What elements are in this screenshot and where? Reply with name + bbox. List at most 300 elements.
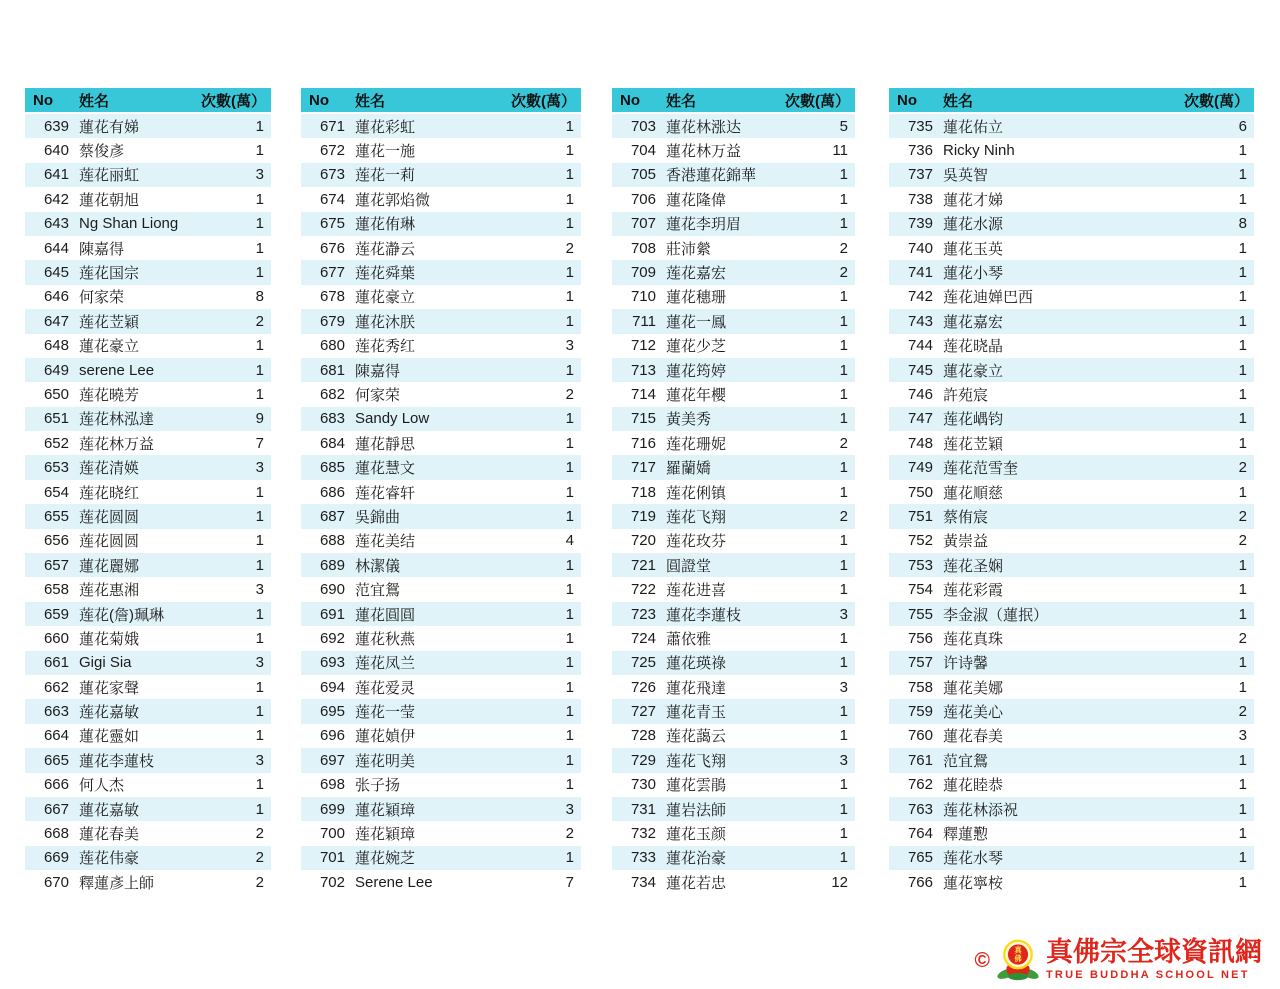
cell-name: 蔡俊彥 [79,143,125,161]
table-row [612,334,855,358]
cell-name: 李金淑（蓮抿） [943,606,1049,624]
cell-name: 羅蘭嬌 [666,460,712,478]
cell-name: 莲花珊妮 [666,435,727,453]
table-row [612,285,855,309]
table-row [889,187,1254,211]
cell-name: 莲花嘉敏 [79,704,140,722]
cell-no: 698 [319,776,345,794]
table-row [301,724,581,748]
table-row [612,260,855,284]
cell-name: 黃美秀 [666,411,712,429]
cell-no: 674 [319,190,345,208]
cell-name: 范宜鴛 [943,752,989,770]
cell-count: 1 [565,166,574,184]
table-row [889,407,1254,431]
table-row [889,821,1254,845]
cell-no: 665 [43,751,69,769]
cell-no: 653 [43,459,69,477]
header-name: 姓名 [355,92,386,110]
cell-no: 642 [43,190,69,208]
table-row [612,724,855,748]
cell-name: 蓮花飛達 [666,679,727,697]
cell-count: 1 [565,483,574,501]
cell-no: 688 [319,532,345,550]
cell-count: 1 [255,800,264,818]
cell-name: 蓮岩法師 [666,801,727,819]
cell-count: 1 [839,654,848,672]
cell-name: 蓮花秋燕 [355,630,416,648]
cell-name: 蓮花嘉敏 [79,801,140,819]
logo-subtitle: TRUE BUDDHA SCHOOL NET [1046,968,1250,981]
cell-count: 1 [1238,337,1247,355]
cell-name: 许诗馨 [943,655,989,673]
cell-no: 644 [43,239,69,257]
cell-no: 727 [630,703,656,721]
cell-no: 729 [630,751,656,769]
table-row [612,407,855,431]
cell-count: 1 [565,751,574,769]
table-row [612,455,855,479]
cell-no: 692 [319,629,345,647]
header-no: No [897,91,917,109]
cell-name: 莲花玫芬 [666,533,727,551]
cell-name: 香港蓮花錦華 [666,167,757,185]
cell-no: 705 [630,166,656,184]
table-row [612,699,855,723]
cell-no: 687 [319,507,345,525]
table-row [301,407,581,431]
header-no: No [620,91,640,109]
table-row [25,480,271,504]
cell-no: 706 [630,190,656,208]
cell-count: 1 [565,629,574,647]
cell-name: 蓮花少芝 [666,338,727,356]
cell-no: 643 [43,215,69,233]
cell-no: 707 [630,215,656,233]
table-row [25,626,271,650]
cell-no: 719 [630,507,656,525]
cell-count: 8 [255,288,264,306]
table-row [889,455,1254,479]
cell-name: 莲花清媖 [79,460,140,478]
cell-no: 655 [43,507,69,525]
header-name: 姓名 [666,92,697,110]
cell-no: 690 [319,581,345,599]
cell-name: 蓮花豪立 [79,338,140,356]
table-row [25,651,271,675]
cell-count: 1 [1238,361,1247,379]
cell-name: 莲花范雪奎 [943,460,1019,478]
cell-count: 9 [255,410,264,428]
cell-no: 704 [630,142,656,160]
cell-no: 764 [907,825,933,843]
cell-count: 1 [565,312,574,330]
cell-count: 1 [839,556,848,574]
table-row [612,358,855,382]
cell-name: 莲花晓晶 [943,338,1004,356]
cell-no: 750 [907,483,933,501]
cell-no: 744 [907,337,933,355]
table-row [889,309,1254,333]
cell-name: 莲花国宗 [79,265,140,283]
cell-name: 蓮花嘉宏 [943,313,1004,331]
cell-name: 蓮花筠婷 [666,362,727,380]
cell-no: 709 [630,264,656,282]
table-row [612,114,855,138]
table-row [889,480,1254,504]
table-row [301,626,581,650]
cell-no: 682 [319,385,345,403]
cell-count: 1 [1238,873,1247,891]
cell-name: 蓮花林万益 [666,143,742,161]
cell-count: 2 [839,264,848,282]
cell-count: 1 [839,825,848,843]
cell-count: 1 [565,581,574,599]
cell-count: 1 [839,190,848,208]
cell-count: 3 [255,459,264,477]
table-rows [612,114,855,895]
cell-no: 666 [43,776,69,794]
cell-name: 莲花圣娴 [943,557,1004,575]
cell-count: 1 [1238,556,1247,574]
cell-name: 莲花惠湘 [79,582,140,600]
cell-no: 746 [907,385,933,403]
names-table-3 [612,88,855,895]
cell-name: 蓮花圓圓 [355,606,416,624]
cell-count: 2 [565,385,574,403]
cell-count: 1 [255,361,264,379]
cell-name: 何家荣 [79,289,125,307]
cell-no: 713 [630,361,656,379]
cell-name: 莲花进喜 [666,582,727,600]
cell-name: 莲花伟豪 [79,850,140,868]
cell-no: 677 [319,264,345,282]
cell-count: 1 [839,849,848,867]
cell-count: 1 [839,776,848,794]
table-row [301,309,581,333]
cell-no: 699 [319,800,345,818]
cell-count: 1 [839,337,848,355]
cell-name: 蓮花水源 [943,216,1004,234]
cell-name: 蓮花治豪 [666,850,727,868]
cell-no: 757 [907,654,933,672]
cell-count: 2 [1238,459,1247,477]
cell-name: 陳嘉得 [355,362,401,380]
cell-name: 蓮花麗娜 [79,557,140,575]
table-row [612,675,855,699]
cell-no: 657 [43,556,69,574]
table-row [612,553,855,577]
cell-no: 696 [319,727,345,745]
cell-count: 1 [1238,264,1247,282]
cell-name: 吳錦曲 [355,508,401,526]
cell-name: 蓮花彩虹 [355,118,416,136]
table-row [612,577,855,601]
cell-count: 1 [839,361,848,379]
cell-name: 莲花苙穎 [943,435,1004,453]
table-row [889,626,1254,650]
cell-name: 蓮花一施 [355,143,416,161]
cell-no: 650 [43,385,69,403]
cell-count: 1 [1238,654,1247,672]
table-row [612,309,855,333]
table-header [612,88,855,112]
cell-count: 1 [255,507,264,525]
cell-no: 755 [907,605,933,623]
cell-no: 703 [630,117,656,135]
cell-name: 蓮花玉英 [943,240,1004,258]
cell-no: 735 [907,117,933,135]
table-row [25,212,271,236]
cell-name: 蓮花慧文 [355,460,416,478]
cell-name: 蓮花一鳳 [666,313,727,331]
cell-name: 蓮花春美 [943,728,1004,746]
table-row [612,187,855,211]
cell-no: 765 [907,849,933,867]
table-row [889,236,1254,260]
cell-name: 釋蓮彥上師 [79,874,155,892]
table-row [612,651,855,675]
cell-no: 753 [907,556,933,574]
cell-no: 695 [319,703,345,721]
cell-name: 蓮花才娣 [943,191,1004,209]
cell-name: 蓮花青玉 [666,704,727,722]
cell-name: 蓮花家聲 [79,679,140,697]
table-header [889,88,1254,112]
header-count: 次數(萬） [511,92,576,110]
cell-no: 715 [630,410,656,428]
cell-count: 12 [831,873,848,891]
table-row [25,553,271,577]
table-row [612,821,855,845]
cell-no: 742 [907,288,933,306]
table-row [889,260,1254,284]
cell-no: 656 [43,532,69,550]
cell-count: 1 [1238,166,1247,184]
table-row [25,602,271,626]
cell-name: 莲花圆圆 [79,533,140,551]
site-logo[interactable] [975,937,1262,983]
table-row [301,480,581,504]
cell-name: 圓證堂 [666,557,712,575]
cell-no: 701 [319,849,345,867]
cell-name: 蓮花豪立 [355,289,416,307]
cell-no: 741 [907,264,933,282]
table-row [301,553,581,577]
cell-no: 679 [319,312,345,330]
names-table-2 [301,88,581,895]
cell-name: 莲花凤兰 [355,655,416,673]
cell-name: 莲花真珠 [943,630,1004,648]
cell-count: 1 [1238,434,1247,452]
cell-name: 吳英智 [943,167,989,185]
logo-text [1046,939,1262,980]
cell-no: 645 [43,264,69,282]
cell-count: 1 [839,483,848,501]
cell-count: 4 [565,532,574,550]
cell-no: 731 [630,800,656,818]
table-row [612,138,855,162]
cell-count: 1 [839,410,848,428]
cell-name: 蓮花寧桉 [943,874,1004,892]
cell-count: 1 [1238,239,1247,257]
cell-count: 1 [565,849,574,867]
cell-name: 蓮花林涨达 [666,118,742,136]
cell-no: 718 [630,483,656,501]
cell-no: 697 [319,751,345,769]
cell-count: 1 [255,385,264,403]
cell-no: 639 [43,117,69,135]
cell-no: 738 [907,190,933,208]
cell-name: 蓮花瑛祿 [666,655,727,673]
cell-count: 1 [1238,678,1247,696]
cell-no: 659 [43,605,69,623]
table-row [612,529,855,553]
cell-name: 莲花曉芳 [79,386,140,404]
table-row [25,455,271,479]
cell-count: 5 [839,117,848,135]
cell-name: 莲花瀞云 [355,240,416,258]
cell-no: 752 [907,532,933,550]
cell-count: 2 [255,849,264,867]
cell-count: 1 [1238,849,1247,867]
cell-no: 716 [630,434,656,452]
table-row [25,163,271,187]
cell-no: 675 [319,215,345,233]
cell-name: 莲花美结 [355,533,416,551]
cell-count: 2 [255,312,264,330]
cell-no: 700 [319,825,345,843]
cell-no: 678 [319,288,345,306]
cell-no: 749 [907,459,933,477]
cell-no: 680 [319,337,345,355]
cell-no: 721 [630,556,656,574]
table-row [889,529,1254,553]
cell-name: 蓮花李蓮枝 [79,752,155,770]
cell-name: Ng Shan Liong [79,215,179,233]
cell-count: 2 [839,434,848,452]
cell-name: 蔡侑宸 [943,508,989,526]
cell-count: 1 [839,459,848,477]
cell-no: 714 [630,385,656,403]
cell-no: 758 [907,678,933,696]
cell-count: 1 [1238,410,1247,428]
cell-count: 1 [1238,581,1247,599]
header-no: No [309,91,329,109]
cell-no: 761 [907,751,933,769]
cell-name: 莲花苙穎 [79,313,140,331]
table-row [301,846,581,870]
cell-count: 2 [1238,703,1247,721]
cell-name: 蓮花朝旭 [79,191,140,209]
table-row [889,602,1254,626]
cell-count: 2 [1238,532,1247,550]
cell-name: 蕭依雅 [666,630,712,648]
cell-no: 658 [43,581,69,599]
table-row [25,358,271,382]
cell-count: 2 [255,873,264,891]
cell-no: 691 [319,605,345,623]
table-row [25,870,271,894]
table-row [25,675,271,699]
cell-name: serene Lee [79,361,155,379]
cell-count: 1 [1238,751,1247,769]
cell-count: 2 [565,239,574,257]
cell-count: 1 [255,190,264,208]
table-row [25,285,271,309]
cell-count: 1 [565,776,574,794]
cell-count: 1 [565,703,574,721]
cell-name: 許苑宸 [943,386,989,404]
cell-no: 652 [43,434,69,452]
table-row [25,334,271,358]
cell-no: 726 [630,678,656,696]
cell-name: 莲花舜葉 [355,265,416,283]
cell-no: 743 [907,312,933,330]
table-row [25,529,271,553]
cell-no: 651 [43,410,69,428]
cell-count: 1 [255,727,264,745]
cell-no: 670 [43,873,69,891]
cell-count: 1 [839,532,848,550]
cell-count: 1 [839,385,848,403]
cell-no: 733 [630,849,656,867]
cell-count: 1 [839,629,848,647]
cell-count: 1 [255,605,264,623]
table-row [25,699,271,723]
cell-count: 1 [255,629,264,647]
table-row [301,334,581,358]
table-row [612,846,855,870]
cell-no: 740 [907,239,933,257]
cell-name: 范宜鴛 [355,582,401,600]
cell-name: 蓮花李玥眉 [666,216,742,234]
table-row [889,382,1254,406]
cell-name: 蓮花沐朕 [355,313,416,331]
cell-no: 748 [907,434,933,452]
table-row [25,382,271,406]
cell-no: 681 [319,361,345,379]
table-row [889,431,1254,455]
cell-count: 1 [255,264,264,282]
cell-count: 1 [839,288,848,306]
table-row [612,480,855,504]
cell-count: 1 [255,532,264,550]
cell-count: 1 [255,239,264,257]
table-row [25,724,271,748]
cell-name: 蓮花年櫻 [666,386,727,404]
table-row [612,797,855,821]
cell-no: 737 [907,166,933,184]
cell-count: 1 [565,678,574,696]
cell-count: 1 [255,337,264,355]
cell-no: 766 [907,873,933,891]
cell-name: 莲花水琴 [943,850,1004,868]
cell-name: 莲花林万益 [79,435,155,453]
table-row [889,748,1254,772]
table-row [301,382,581,406]
cell-no: 725 [630,654,656,672]
cell-no: 763 [907,800,933,818]
cell-count: 1 [1238,776,1247,794]
table-row [301,602,581,626]
cell-count: 1 [1238,142,1247,160]
cell-name: 莲花林泓達 [79,411,155,429]
cell-count: 1 [565,142,574,160]
cell-count: 1 [565,264,574,282]
table-row [889,334,1254,358]
table-row [301,797,581,821]
